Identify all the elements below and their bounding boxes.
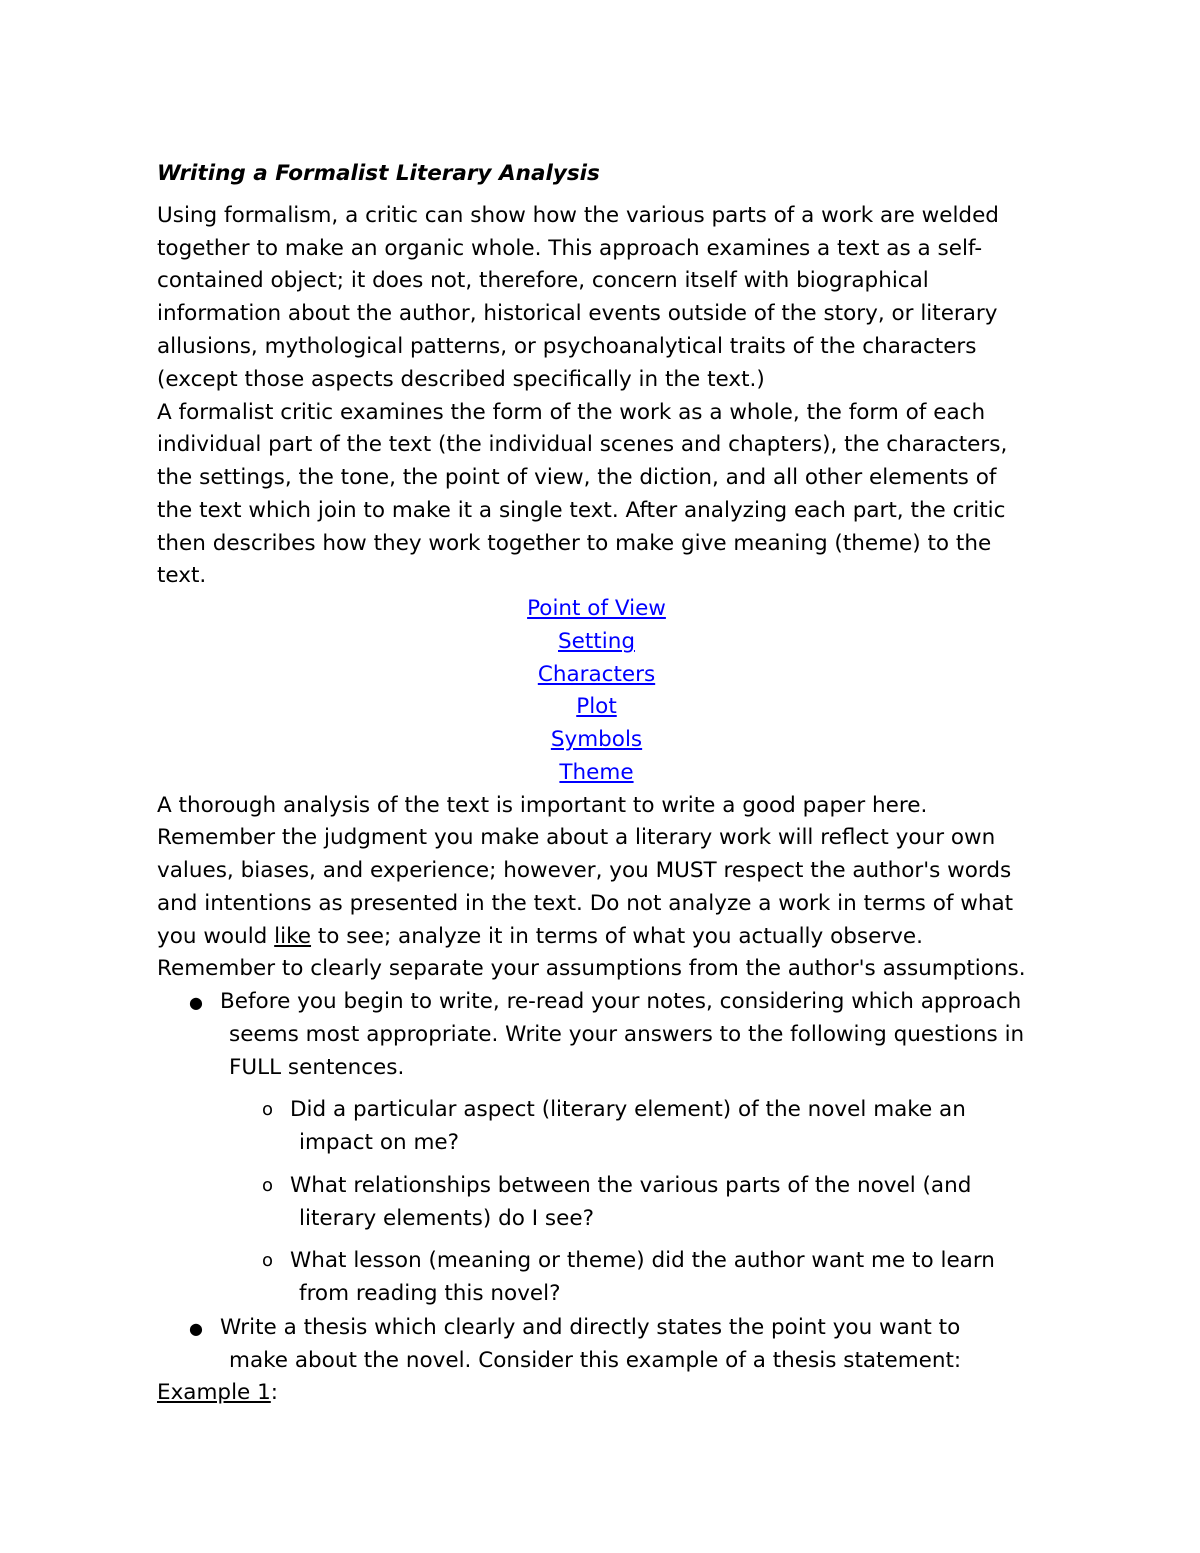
sub-item-3-marker: o [262, 1250, 274, 1271]
example-1-label: Example 1 [157, 1380, 271, 1405]
para1-line-3: contained object; it does not, therefore, concern itself with biographical [157, 268, 929, 293]
bullet-2-line-2: make about the novel. Consider this example of a thesis statement: [229, 1348, 962, 1373]
sub-item-1-marker: o [262, 1099, 274, 1120]
bullet-1-line-2: seems most appropriate. Write your answers to the following questions in [229, 1022, 1025, 1047]
bullet-1-line-1: Before you begin to write, re-read your notes, considering which approach [220, 989, 1022, 1014]
para1-line-1: Using formalism, a critic can show how the various parts of a work are welded [157, 203, 999, 228]
para1-line-5: allusions, mythological patterns, or psychoanalytical traits of the characters [157, 334, 977, 359]
sub-item-1-line-1: Did a particular aspect (literary element) of the novel make an [290, 1097, 966, 1122]
para1-line-2: together to make an organic whole. This approach examines a text as a self- [157, 236, 983, 261]
para1-line-4: information about the author, historical events outside of the story, or literary [157, 301, 998, 326]
link-row-symbols [0, 724, 1193, 757]
para2-line-2: individual part of the text (the individual scenes and chapters), the characters, [157, 432, 1008, 457]
para3-line-2: Remember the judgment you make about a literary work will reflect your own [157, 825, 996, 850]
para3-line-6: Remember to clearly separate your assumptions from the author's assumptions. [157, 956, 1026, 981]
link-symbols[interactable]: Symbols [550, 727, 643, 752]
sub-item-3-line-2: from reading this novel? [299, 1281, 561, 1306]
para3-line-1: A thorough analysis of the text is important to write a good paper here. [157, 793, 928, 818]
link-row-theme [0, 757, 1193, 790]
para1-line-6: (except those aspects described specifically in the text.) [157, 367, 765, 392]
sub-item-2-line-1: What relationships between the various parts of the novel (and [290, 1173, 972, 1198]
example-1-colon: : [270, 1380, 279, 1405]
para3-line-5-end: to see; analyze it in terms of what you actually observe. [311, 924, 923, 949]
link-plot[interactable]: Plot [576, 694, 617, 719]
link-row-characters [0, 659, 1193, 692]
para2-line-3: the settings, the tone, the point of view, the diction, and all other elements of [157, 465, 997, 490]
link-characters[interactable]: Characters [537, 662, 656, 687]
bullet-2-marker: ● [189, 1319, 203, 1338]
bullet-1-line-3: FULL sentences. [229, 1055, 405, 1080]
sub-item-1-line-2: impact on me? [299, 1130, 460, 1155]
link-row-plot [0, 691, 1193, 724]
para3-line-3: values, biases, and experience; however, you MUST respect the author's words [157, 858, 1012, 883]
link-setting[interactable]: Setting [558, 629, 635, 654]
para2-line-1: A formalist critic examines the form of the work as a whole, the form of each [157, 400, 986, 425]
para3-line-4: and intentions as presented in the text. Do not analyze a work in terms of what [157, 891, 1014, 916]
link-theme[interactable]: Theme [559, 760, 634, 785]
sub-item-2-line-2: literary elements) do I see? [299, 1206, 594, 1231]
para3-line-5-start: you would [157, 924, 275, 949]
underlined-word-like: like [274, 924, 312, 949]
link-point-of-view[interactable]: Point of View [527, 596, 666, 621]
link-row-setting [0, 626, 1193, 659]
para3-line-5 [157, 921, 923, 954]
sub-item-2-marker: o [262, 1175, 274, 1196]
para2-line-6: text. [157, 563, 207, 588]
bullet-2-line-1: Write a thesis which clearly and directly states the point you want to [220, 1315, 961, 1340]
example-1-heading [157, 1377, 278, 1410]
para2-line-5: then describes how they work together to make give meaning (theme) to the [157, 531, 992, 556]
bullet-1-marker: ● [189, 993, 203, 1012]
sub-item-3-line-1: What lesson (meaning or theme) did the author want me to learn [290, 1248, 995, 1273]
para2-line-4: the text which join to make it a single text. After analyzing each part, the critic [157, 498, 1006, 523]
link-row-point-of-view [0, 593, 1193, 626]
document-title: Writing a Formalist Literary Analysis [157, 161, 600, 186]
